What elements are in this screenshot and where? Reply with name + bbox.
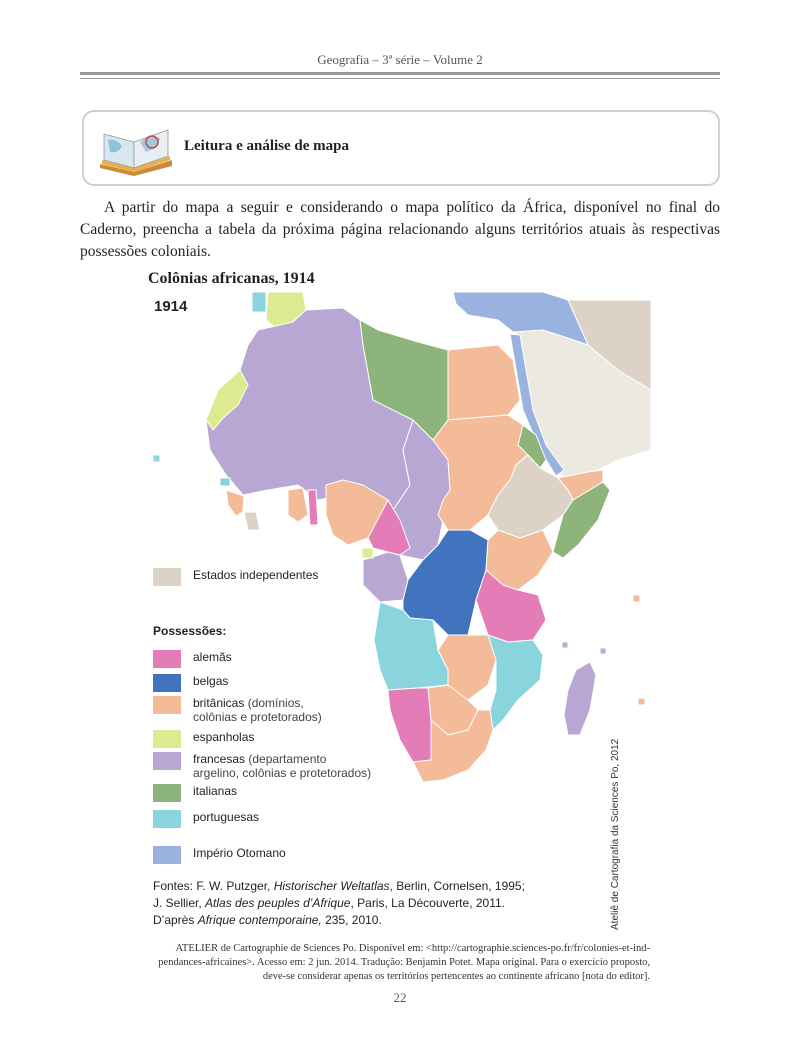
swatch-british (153, 696, 181, 714)
attribution-line-1: ATELIER de Cartographie de Sciences Po. Disponível em: <http://cartographie.sciences-po.fr/fr/colonies-et-ind- (175, 943, 650, 954)
legend-row-italian (153, 784, 237, 802)
attribution-line-3: deve-se considerar apenas os territórios pertencentes ao continente africano [nota do editor]. (262, 971, 650, 982)
map-credit-text: Ateliê de Cartografia da Sciences Po, 2012 (610, 738, 621, 930)
page-number: 22 (393, 990, 407, 1005)
africa-map (148, 290, 653, 930)
island-seychelles (600, 648, 606, 654)
german-southwest-africa (388, 688, 431, 762)
cyan-azores (252, 292, 266, 312)
source-2-prefix: J. Sellier, (153, 896, 206, 910)
legend-row-independent (153, 568, 318, 586)
swatch-independent (153, 568, 181, 586)
british-egypt (448, 345, 520, 420)
legend-row-spanish (153, 730, 254, 748)
open-book-map-icon (96, 120, 176, 176)
map-figure (148, 290, 653, 930)
french-madagascar (564, 662, 596, 735)
island-comoros (562, 642, 568, 648)
legend-row-ottoman (153, 846, 286, 864)
source-3-suffix: 235, 2010. (321, 913, 382, 927)
german-togo (308, 490, 318, 525)
swatch-spanish (153, 730, 181, 748)
british-gold-coast (288, 488, 308, 522)
swatch-german (153, 650, 181, 668)
legend-row-british (153, 696, 322, 724)
attribution (145, 942, 650, 984)
swatch-italian (153, 784, 181, 802)
liberia-independent (244, 512, 260, 530)
map-sources (153, 878, 613, 929)
legend-label-italian: italianas (193, 784, 238, 798)
section-title: Leitura e análise de mapa (184, 138, 349, 154)
portuguese-guinea (220, 478, 230, 486)
french-gabon (363, 552, 408, 602)
map-credit (610, 740, 624, 930)
legend-possessions-heading: Possessões: (153, 624, 227, 638)
source-1-title: Historischer Weltatlas (273, 879, 390, 893)
legend-label-ottoman: Império Otomano (193, 846, 286, 860)
source-1-prefix: Fontes: F. W. Putzger, (153, 879, 274, 893)
map-year-label: 1914 (154, 298, 188, 315)
swatch-french (153, 752, 181, 770)
legend-label-spanish: espanholas (193, 730, 255, 744)
island-mauritius (633, 595, 640, 602)
legend-label-british (193, 696, 322, 724)
legend-label-british-main: britânicas (193, 696, 245, 710)
legend-label-belgian: belgas (193, 674, 229, 688)
legend-row-portuguese (153, 810, 259, 828)
source-3-title: Afrique contemporaine, (197, 913, 322, 927)
spanish-rio-muni (362, 548, 373, 558)
legend-label-independent: Estados independentes (193, 568, 319, 582)
header-rule (80, 72, 720, 75)
island-cape-verde (153, 455, 160, 462)
legend-row-belgian (153, 674, 228, 692)
swatch-belgian (153, 674, 181, 692)
legend-label-french (193, 752, 371, 780)
source-2-suffix: , Paris, La Découverte, 2011. (350, 896, 505, 910)
source-1-suffix: , Berlin, Cornelsen, 1995; (389, 879, 525, 893)
legend-label-british-sub: (domínios, (244, 696, 304, 710)
attribution-line-2: pendances-africaines>. Acesso em: 2 jun. 2014. Tradução: Benjamin Potet. Mapa original. Para o exercício proposto, (158, 957, 650, 968)
intro-paragraph: A partir do mapa a seguir e considerando o mapa político da África, disponível no final do Caderno, preencha a tabela da próxima página relacionando alguns territórios atuais às respectivas possessões coloniais. (80, 199, 720, 260)
legend-label-french-sub2: argelino, colônias e protetorados) (193, 766, 372, 780)
source-3-prefix: D’après (153, 913, 198, 927)
header-rule-thin (80, 78, 720, 79)
swatch-portuguese (153, 810, 181, 828)
legend-label-french-main: francesas (193, 752, 246, 766)
legend-label-french-sub: (departamento (245, 752, 327, 766)
legend-row-french (153, 752, 371, 780)
legend-label-portuguese: portuguesas (193, 810, 260, 824)
swatch-ottoman (153, 846, 181, 864)
portuguese-mozambique (488, 635, 543, 730)
section-box (82, 110, 720, 186)
running-header: Geografia – 3ª série – Volume 2 (317, 52, 483, 67)
legend-label-german: alemãs (193, 650, 232, 664)
legend-label-british-sub2: colônias e protetorados) (193, 710, 322, 724)
legend-row-german (153, 650, 232, 668)
island-reunion (638, 698, 645, 705)
british-gambia-sierraleone (226, 490, 244, 516)
source-2-title: Atlas des peuples d’Afrique (205, 896, 351, 910)
map-title: Colônias africanas, 1914 (148, 270, 315, 287)
